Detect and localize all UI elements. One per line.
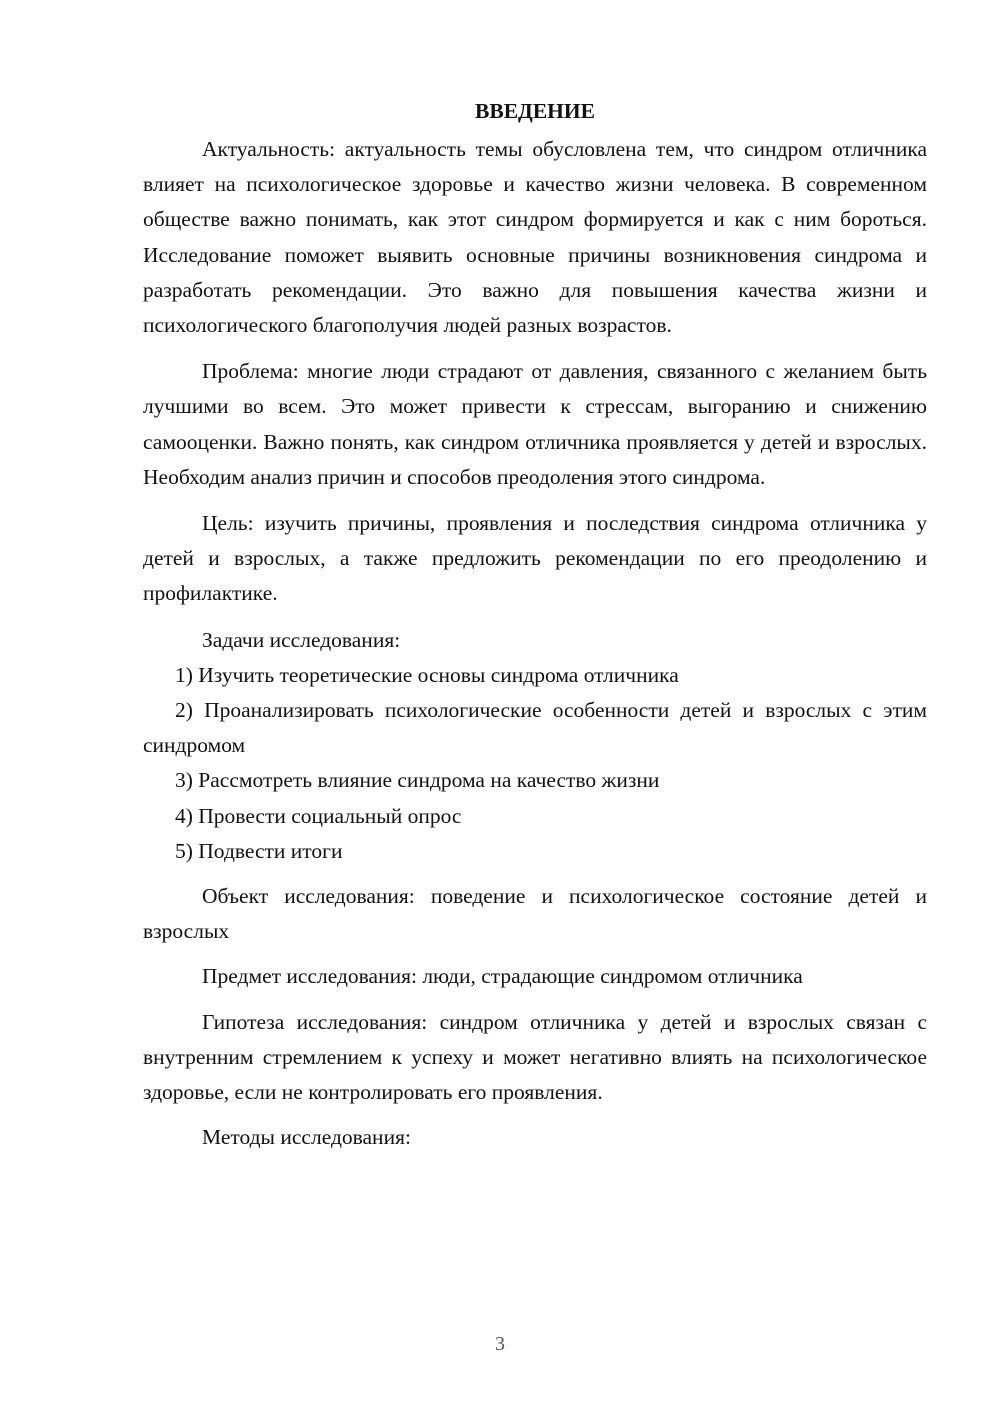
object-paragraph: Объект исследования: поведение и психологическое состояние детей и взрослых xyxy=(143,884,927,944)
methods-heading: Методы исследования: xyxy=(202,1125,411,1150)
goal-paragraph: Цель: изучить причины, проявления и последствия синдрома отличника у детей и взрослых, а также предложить рекомендации по его преодолению и профилактике. xyxy=(143,511,927,606)
task-item-2: 2) Проанализировать психологические особенности детей и взрослых с этим синдромом xyxy=(143,698,927,758)
task-item-1: 1) Изучить теоретические основы синдрома отличника xyxy=(175,662,679,687)
problem-paragraph: Проблема: многие люди страдают от давления, связанного с желанием быть лучшими во всем. Это может привести к стрессам, выгоранию и снижению самооценки. Важно понять, как синдром отличника проявляется у детей и взрослых. Необходим анализ причин и способов преодоления этого синдрома. xyxy=(143,359,927,489)
section-title: ВВЕДЕНИЕ xyxy=(475,99,595,123)
page-number: 3 xyxy=(495,1333,505,1355)
relevance-paragraph: Актуальность: актуальность темы обусловлена тем, что синдром отличника влияет на психологическое здоровье и качество жизни человека. В современном обществе важно понимать, как этот синдром формируется и как с ним бороться. Исследование поможет выявить основные причины возникновения синдрома и разработать рекомендации. Это важно для повышения качества жизни и психологического благополучия людей разных возрастов. xyxy=(143,137,927,338)
task-item-5: 5) Подвести итоги xyxy=(175,838,343,863)
subject-paragraph: Предмет исследования: люди, страдающие синдромом отличника xyxy=(202,964,803,989)
hypothesis-paragraph: Гипотеза исследования: синдром отличника у детей и взрослых связан с внутренним стремлением к успеху и может негативно влиять на психологическое здоровье, если не контролировать его проявления. xyxy=(143,1009,927,1105)
task-item-4: 4) Провести социальный опрос xyxy=(175,803,462,828)
tasks-heading: Задачи исследования: xyxy=(202,627,401,652)
task-item-3: 3) Рассмотреть влияние синдрома на качество жизни xyxy=(175,768,660,793)
document-body xyxy=(143,94,927,1155)
